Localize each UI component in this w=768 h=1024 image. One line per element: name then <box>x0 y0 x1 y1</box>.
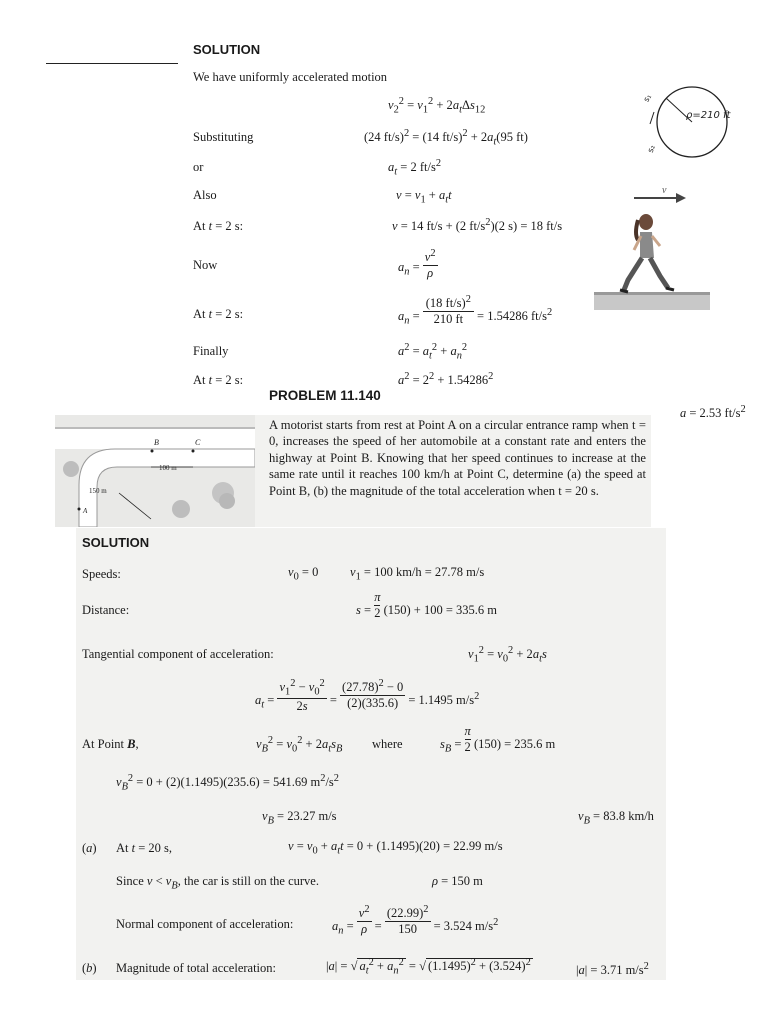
part-b-eq: |a| = √ $a_t^2 + a_n^2$ = √ $(1.1495)^2 + (3.524)^2$ <box>326 957 531 977</box>
label-substituting: Substituting <box>193 130 254 144</box>
tangential-label: Tangential component of acceleration: <box>82 647 274 661</box>
top-solution-heading: SOLUTION <box>193 42 261 57</box>
runner-figure <box>594 184 712 312</box>
label-now: Now <box>193 258 218 272</box>
distance-label: Distance: <box>82 603 130 617</box>
svg-text:B: B <box>154 438 159 447</box>
svg-text:C: C <box>195 438 201 447</box>
speeds-label: Speeds: <box>82 567 121 581</box>
speeds-eq-1: $v_0 = 0$ <box>288 565 319 583</box>
problem-title: PROBLEM 11.140 <box>269 388 381 403</box>
eq-an: $a_n$ = $\frac{v^2}{\rho}$ <box>398 248 436 281</box>
distance-eq: s = $\frac{\pi}{2}$ (150) + 100 = 335.6 m <box>356 590 497 620</box>
svg-text:A: A <box>83 507 88 515</box>
label-at-t2-a: At t = 2 s: <box>193 219 244 233</box>
solution-heading: SOLUTION <box>82 535 150 550</box>
svg-text:v: v <box>662 185 667 196</box>
part-a-label: (a) <box>82 841 97 855</box>
part-a-eq: $v = v_0 + a_tt = 0 + (1.1495)(20) = 22.99$ m/s <box>288 839 503 857</box>
part-b-answer: |a| = 3.71 $m/s^2$ <box>576 961 649 978</box>
since-text: Since $v < v_B$, the car is still on the curve. <box>116 874 319 892</box>
sB-eq: $s_B$ = $\frac{\pi}{2}$ (150) = 235.6 m <box>440 724 556 755</box>
normal-label: Normal component of acceleration: <box>116 917 294 931</box>
svg-text:ρ=210 ft: ρ=210 ft <box>686 110 731 121</box>
at-eq: $a_t$ = $\frac{v_1^2 - v_0^2}{2s}$ = $\frac{(27.78)^2 - 0}{(2)(335.6)}$ = 1.1495 $m/s^2$ <box>255 678 480 713</box>
label-also: Also <box>193 188 217 202</box>
problem-text: A motorist starts from rest at Point A on a circular entrance ramp when t = 0, increases the speed of her automobile at a constant rate and enters the highway at Point B. Knowing that her speed continues to increase at the same rate until it reaches 100 km/h at Point C, determine (a) the speed at Point B, (b) the magnitude of the total acceleration when t = 20 s. <box>269 418 646 498</box>
eq-v2-squared: $v_2^2 = v_1^2 + 2a_t\Delta s_{12}$ <box>388 96 486 116</box>
tangential-eq: $v_1^2 = v_0^2 + 2a_ts$ <box>468 645 547 665</box>
label-at-t2-c: At t = 2 s: <box>193 373 244 387</box>
label-finally: Finally <box>193 344 229 358</box>
vB2-eq: $v_B^2 = 0 + (2)(1.1495)(235.6) = 541.69$ $m^2/s^2$ <box>116 773 339 793</box>
intro-text: We have uniformly accelerated motion <box>193 70 388 84</box>
eq-substituting: (24 ft/s)$^2$ = (14 $ft/s)^2 + 2a_t(95$ ft) <box>364 128 528 148</box>
eq-an-value: $a_n$ = $\frac{(18 ft/s)^2}{210 ft}$ = 1.54286 $ft/s^2$ <box>398 294 553 327</box>
eq-at: $a_t = 2$ $ft/s^2$ <box>388 158 442 178</box>
eq-a-squared: $a^2 = a_t^2 + a_n^2$ <box>398 342 468 362</box>
eq-v: $v = v_1 + a_tt$ <box>396 188 452 206</box>
eq-v-at-2s: v = 14 ft/s + (2 $ft/s^2)(2$ s) = 18 ft/s <box>392 217 563 234</box>
vB-answer: $v_B = 83.8$ km/h <box>578 809 654 827</box>
vB-eq: $v_B = 23.27$ m/s <box>262 809 337 827</box>
label-at-t2-b: At t = 2 s: <box>193 307 244 321</box>
svg-text:150 m: 150 m <box>89 487 107 495</box>
eq-a-squared-value: $a^2 = 2^2 + 1.54286^2$ <box>398 371 494 388</box>
svg-text:s₁: s₁ <box>641 92 654 104</box>
pointB-label: At Point B, <box>82 737 139 751</box>
top-answer: a = 2.53 $ft/s^2$ <box>680 404 746 421</box>
rho-eq: ρ = 150 m <box>432 874 483 888</box>
where-text: where <box>372 737 403 751</box>
part-b-label: (b) <box>82 961 97 975</box>
speeds-eq-2: $v_1 = 100$ km/h = 27.78 m/s <box>350 565 485 583</box>
ramp-figure <box>55 415 255 527</box>
normal-eq: $a_n$ = $\frac{v^2}{\rho}$ = $\frac{(22.99)^2}{150}$ = 3.524 $m/s^2$ <box>332 904 499 937</box>
circle-figure <box>636 82 734 164</box>
part-b-text: Magnitude of total acceleration: <box>116 961 277 975</box>
svg-text:s₂: s₂ <box>645 143 657 154</box>
label-or: or <box>193 160 204 174</box>
part-a-at: At t = 20 s, <box>116 841 173 855</box>
pointB-eq: $v_B^2 = v_0^2 + 2a_ts_B$ <box>256 735 343 755</box>
top-rule <box>46 63 178 64</box>
svg-text:100 m: 100 m <box>159 464 177 472</box>
